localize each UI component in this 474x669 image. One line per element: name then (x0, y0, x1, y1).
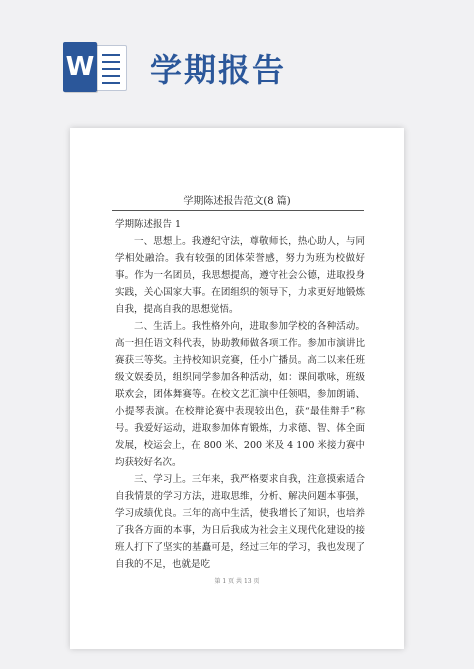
paragraph-ideology: 一、思想上。我遵纪守法，尊敬师长，热心助人，与同学相处融洽。我有较强的团体荣誉感，努力为班为校做好事。作为一名团员，我思想提高，遵守社会公德，进取投身实践，关心国家大事。在团组织的领导下，力求更好地锻炼自我，提高自我的思想觉悟。 (115, 236, 365, 315)
title-divider (112, 210, 364, 211)
report-heading: 学期陈述报告 1 (115, 219, 182, 230)
document-title: 学期陈述报告范文(8 篇) (183, 196, 291, 207)
banner (0, 0, 474, 118)
document-body (115, 216, 365, 573)
paragraph-life: 二、生活上。我性格外向，进取参加学校的各种活动。高一担任语文科代表，协助教师做各项工作。参加市演讲比赛获三等奖。主持校知识竞赛，任小广播员。高二以来任班级文娱委员，组织同学参加各种活动，如：课间歌咏，班级联欢会，团体舞赛等。在校文艺汇演中任领唱，参加朗诵、小提琴表演。在校辩论赛中表现较出色，获“最佳辩手”称号。我爱好运动，进取参加体育锻炼，力求德、智、体全面发展，校运会上，在 800 米、200 米及 4 100 米接力赛中均获较好名次。 (115, 321, 365, 468)
word-badge: W (63, 42, 97, 92)
paragraph-study: 三、学习上。三年来，我严格要求自我，注意摸索适合自我情景的学习方法，进取思维，分析、解决问题本事强，学习成绩优良。三年的高中生活，使我增长了知识，也培养了我各方面的本事，为日后我成为社会主义现代化建设的接班人打下了坚实的基矗可是，经过三年的学习，我也发现了自我的不足，也就是吃 (115, 474, 365, 570)
page-number: 第 1 页 共 13 页 (214, 578, 260, 585)
document-page (70, 128, 404, 649)
word-document-icon (63, 42, 127, 92)
banner-title: 学期报告 (150, 51, 287, 89)
